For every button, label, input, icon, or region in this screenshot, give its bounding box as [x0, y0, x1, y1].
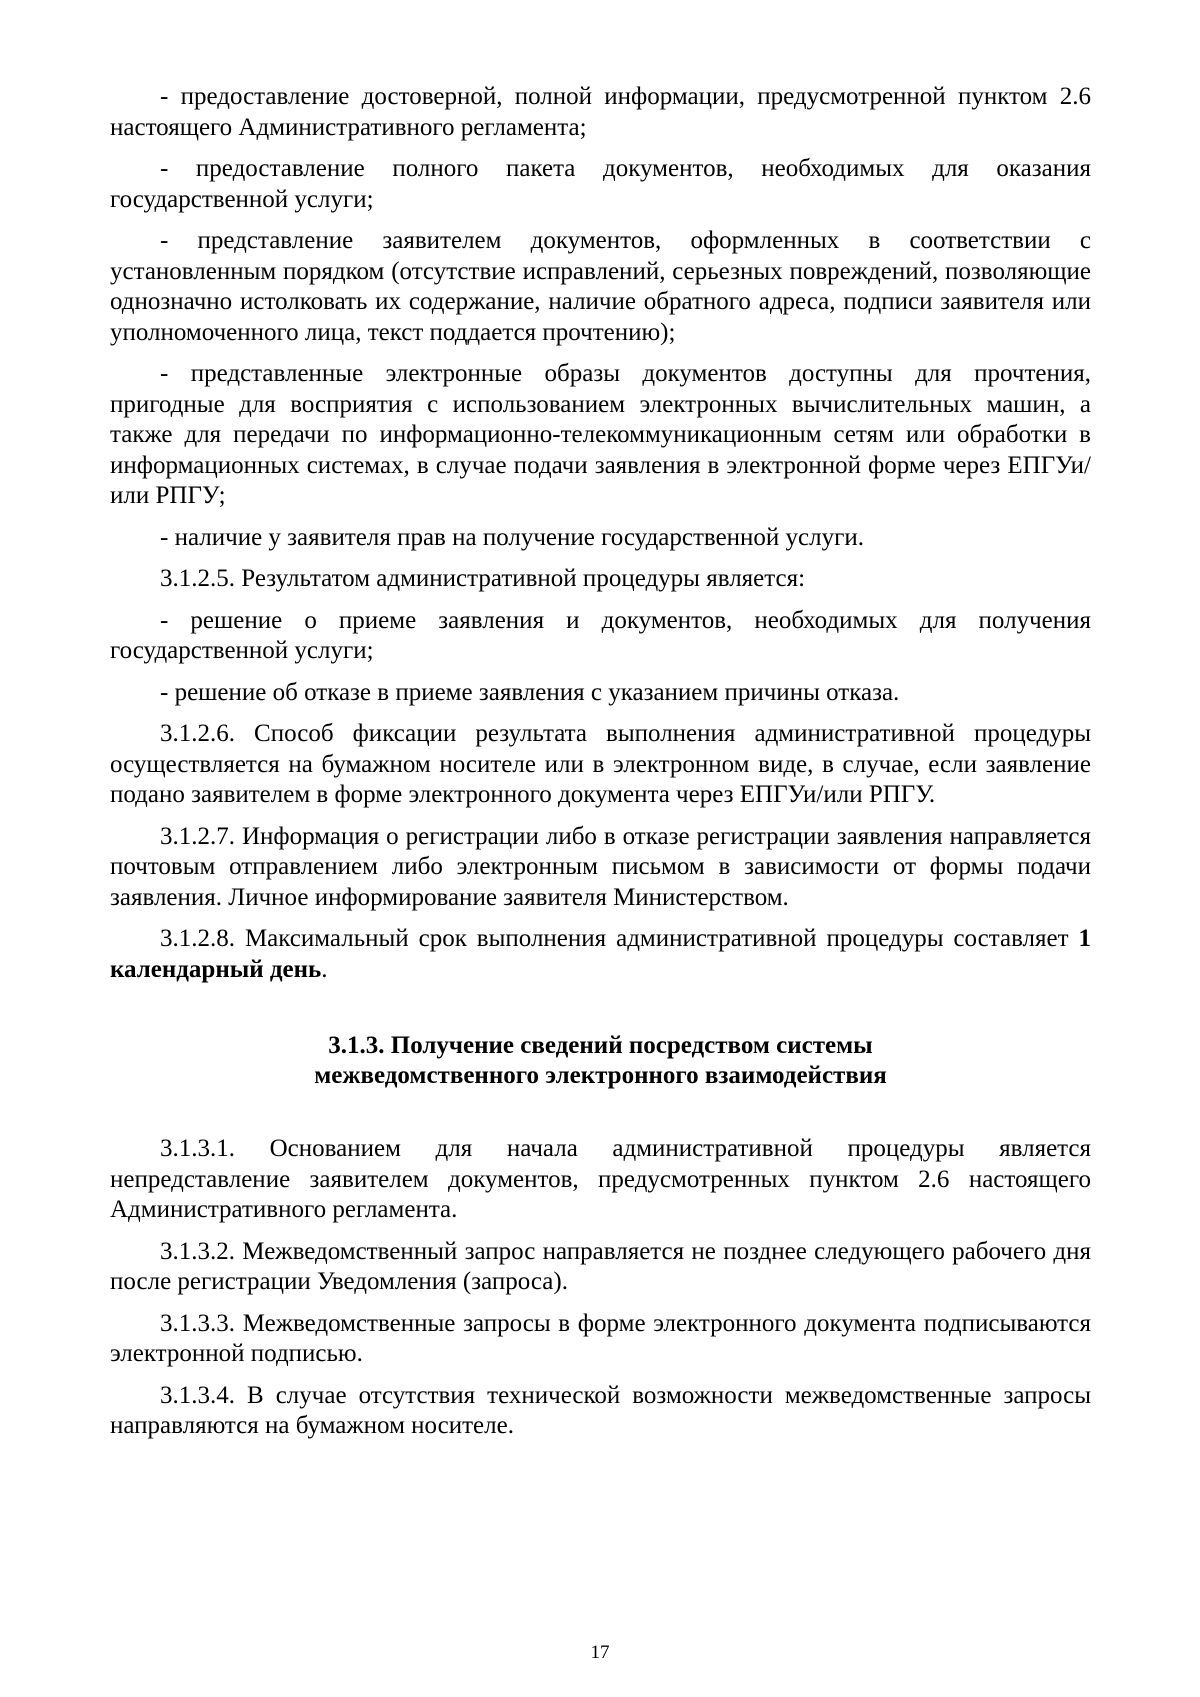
- paragraph-3-1-2-8: [110, 924, 1091, 985]
- deadline-bold-text: 1 календарный день: [110, 925, 1091, 983]
- document-body: [110, 82, 1091, 1453]
- paragraph-applicant-rights: - наличие у заявителя прав на получение государственной услуги.: [160, 523, 865, 551]
- paragraph-document-form: - представление заявителем документов, оформленных в соответствии с установленным порядком (отсутствие исправлений, серьезных повреждений, позволяющие однозначно истолковать их содержание, наличие обратного адреса, подписи заявителя или уполномоченного лица, текст поддается прочтению);: [110, 227, 1091, 346]
- paragraph-3-1-2-8-end: .: [321, 955, 328, 983]
- section-heading-line-2: межведомственного электронного взаимодействия: [314, 1062, 887, 1089]
- paragraph-3-1-2-7: 3.1.2.7. Информация о регистрации либо в отказе регистрации заявления направляется почтовым отправлением либо электронным письмом в зависимости от формы подачи заявления. Личное информирование заявителя Министерством.: [110, 822, 1091, 911]
- paragraph-refusal-decision: - решение об отказе в приеме заявления с указанием причины отказа.: [160, 678, 900, 706]
- paragraph-3-1-3-2: 3.1.3.2. Межведомственный запрос направляется не позднее следующего рабочего дня после регистрации Уведомления (запроса).: [110, 1237, 1091, 1295]
- section-heading-line-1: 3.1.3. Получение сведений посредством системы: [328, 1032, 873, 1059]
- paragraph-acceptance-decision: - решение о приеме заявления и документов, необходимых для получения государственной услуги;: [110, 606, 1091, 664]
- paragraph-full-package: - предоставление полного пакета документов, необходимых для оказания государственной услуги;: [110, 155, 1091, 213]
- page-number: 17: [590, 1642, 610, 1663]
- paragraph-reliable-info: - предоставление достоверной, полной информации, предусмотренной пунктом 2.6 настоящего Административного регламента;: [110, 83, 1091, 141]
- paragraph-3-1-3-3: 3.1.3.3. Межведомственные запросы в форме электронного документа подписываются электронной подписью.: [110, 1309, 1091, 1367]
- paragraph-electronic-images: - представленные электронные образы документов доступны для прочтения, пригодные для восприятия с использованием электронных вычислительных машин, а также для передачи по информационно-телекоммуникационным сетям или обработки в информационных системах, в случае подачи заявления в электронной форме через ЕПГУи/или РПГУ;: [110, 360, 1091, 509]
- paragraph-3-1-2-8-text: 3.1.2.8. Максимальный срок выполнения административной процедуры составляет: [160, 925, 1079, 952]
- paragraph-3-1-3-4: 3.1.3.4. В случае отсутствия технической возможности межведомственные запросы направляются на бумажном носителе.: [110, 1381, 1091, 1439]
- paragraph-3-1-2-5: 3.1.2.5. Результатом административной процедуры является:: [160, 565, 806, 592]
- paragraph-3-1-2-6: 3.1.2.6. Способ фиксации результата выполнения административной процедуры осуществляется на бумажном носителе или в электронном виде, в случае, если заявление подано заявителем в форме электронного документа через ЕПГУи/или РПГУ.: [110, 720, 1091, 808]
- paragraph-3-1-3-1: 3.1.3.1. Основанием для начала административной процедуры является непредставление заявителем документов, предусмотренных пунктом 2.6 настоящего Административного регламента.: [110, 1135, 1091, 1223]
- section-heading-3-1-3: [110, 1031, 1091, 1091]
